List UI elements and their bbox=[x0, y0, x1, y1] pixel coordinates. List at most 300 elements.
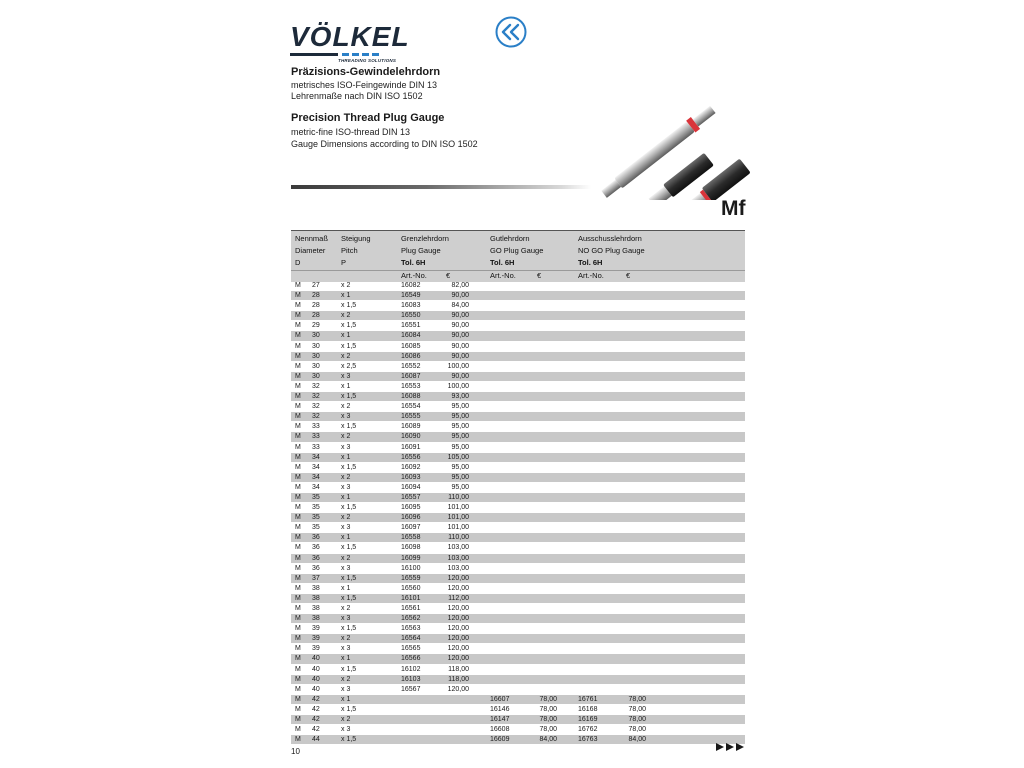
subtitle-de-1: metrisches ISO-Feingewinde DIN 13 bbox=[291, 80, 438, 90]
row-plug-price: 120,00 bbox=[447, 655, 469, 663]
row-prefix: M bbox=[295, 705, 301, 713]
row-diameter: 39 bbox=[312, 625, 320, 633]
row-nogo-artno: 16761 bbox=[578, 695, 598, 703]
row-pitch: x 2 bbox=[341, 716, 351, 724]
row-pitch: x 3 bbox=[341, 726, 351, 734]
table-row bbox=[291, 372, 745, 382]
row-pitch: x 1 bbox=[341, 695, 351, 703]
table-row bbox=[291, 725, 745, 735]
table-row bbox=[291, 574, 745, 584]
row-diameter: 38 bbox=[312, 584, 320, 592]
header-nogo-de: Ausschusslehrdorn bbox=[578, 234, 642, 243]
row-plug-price: 90,00 bbox=[451, 352, 469, 360]
table-row bbox=[291, 311, 745, 321]
row-diameter: 34 bbox=[312, 463, 320, 471]
table-row bbox=[291, 473, 745, 483]
row-prefix: M bbox=[295, 382, 301, 390]
header-go-euro: € bbox=[537, 271, 542, 280]
row-plug-artno: 16101 bbox=[401, 594, 421, 602]
row-plug-artno: 16556 bbox=[401, 453, 421, 461]
row-prefix: M bbox=[295, 393, 301, 401]
row-diameter: 33 bbox=[312, 443, 320, 451]
row-diameter: 30 bbox=[312, 352, 320, 360]
row-plug-artno: 16558 bbox=[401, 534, 421, 542]
row-diameter: 44 bbox=[312, 736, 320, 744]
row-pitch: x 1 bbox=[341, 453, 351, 461]
row-nogo-artno: 16168 bbox=[578, 705, 598, 713]
row-prefix: M bbox=[295, 362, 301, 370]
table-row bbox=[291, 331, 745, 341]
row-plug-artno: 16091 bbox=[401, 443, 421, 451]
row-diameter: 40 bbox=[312, 675, 320, 683]
row-diameter: 40 bbox=[312, 665, 320, 673]
row-nogo-price: 78,00 bbox=[628, 726, 646, 734]
row-plug-artno: 16086 bbox=[401, 352, 421, 360]
logo-underline bbox=[290, 53, 338, 56]
table-row bbox=[291, 513, 745, 523]
row-diameter: 35 bbox=[312, 504, 320, 512]
row-plug-artno: 16103 bbox=[401, 675, 421, 683]
table-row bbox=[291, 493, 745, 503]
row-plug-price: 101,00 bbox=[447, 524, 469, 532]
row-diameter: 36 bbox=[312, 554, 320, 562]
brand-name: VÖLKEL bbox=[290, 21, 410, 52]
table-row bbox=[291, 321, 745, 331]
row-plug-artno: 16551 bbox=[401, 322, 421, 330]
row-prefix: M bbox=[295, 625, 301, 633]
row-diameter: 36 bbox=[312, 564, 320, 572]
row-plug-price: 84,00 bbox=[451, 302, 469, 310]
row-prefix: M bbox=[295, 695, 301, 703]
row-pitch: x 2 bbox=[341, 403, 351, 411]
row-plug-price: 120,00 bbox=[447, 574, 469, 582]
row-pitch: x 1,5 bbox=[341, 705, 357, 713]
brand-tagline: THREADING SOLUTIONS bbox=[338, 58, 397, 63]
row-prefix: M bbox=[295, 322, 301, 330]
subtitle-de-2: Lehrenmaße nach DIN ISO 1502 bbox=[291, 91, 423, 101]
table-row bbox=[291, 352, 745, 362]
row-pitch: x 2 bbox=[341, 605, 351, 612]
row-plug-artno: 16088 bbox=[401, 393, 421, 401]
row-diameter: 27 bbox=[312, 282, 320, 289]
row-plug-artno: 16089 bbox=[401, 423, 421, 431]
row-plug-price: 118,00 bbox=[448, 675, 469, 683]
header-pitch-en: Pitch bbox=[341, 246, 358, 255]
row-pitch: x 1,5 bbox=[341, 302, 357, 310]
plug-gauge-product-image bbox=[582, 100, 752, 200]
row-plug-price: 103,00 bbox=[447, 564, 469, 572]
row-diameter: 30 bbox=[312, 362, 320, 370]
table-row bbox=[291, 533, 745, 543]
row-pitch: x 1,5 bbox=[341, 342, 357, 350]
row-plug-price: 118,00 bbox=[448, 665, 469, 673]
row-pitch: x 3 bbox=[341, 615, 351, 623]
title-de: Präzisions-Gewindelehrdorn bbox=[291, 66, 441, 78]
row-prefix: M bbox=[295, 615, 301, 623]
row-plug-artno: 16090 bbox=[401, 433, 421, 441]
row-nogo-price: 78,00 bbox=[628, 716, 646, 724]
header-nominal-en: Diameter bbox=[295, 246, 326, 255]
row-plug-artno: 16561 bbox=[401, 605, 421, 612]
table-row bbox=[291, 715, 745, 725]
row-diameter: 33 bbox=[312, 433, 320, 441]
row-plug-price: 120,00 bbox=[447, 685, 469, 693]
row-pitch: x 1,5 bbox=[341, 736, 357, 744]
row-pitch: x 2,5 bbox=[341, 362, 357, 370]
row-pitch: x 1 bbox=[341, 332, 351, 340]
row-go-price: 78,00 bbox=[539, 716, 557, 724]
row-prefix: M bbox=[295, 645, 301, 653]
row-pitch: x 1,5 bbox=[341, 574, 357, 582]
row-diameter: 38 bbox=[312, 605, 320, 612]
row-prefix: M bbox=[295, 453, 301, 461]
row-pitch: x 3 bbox=[341, 564, 351, 572]
table-row bbox=[291, 523, 745, 533]
row-plug-artno: 16562 bbox=[401, 615, 421, 623]
table-row bbox=[291, 453, 745, 463]
row-plug-artno: 16083 bbox=[401, 302, 421, 310]
row-prefix: M bbox=[295, 574, 301, 582]
row-pitch: x 1,5 bbox=[341, 625, 357, 633]
row-pitch: x 1,5 bbox=[341, 665, 357, 673]
table-row bbox=[291, 604, 745, 614]
row-diameter: 42 bbox=[312, 695, 320, 703]
row-plug-price: 90,00 bbox=[451, 342, 469, 350]
row-diameter: 29 bbox=[312, 322, 320, 330]
row-prefix: M bbox=[295, 594, 301, 602]
row-pitch: x 1 bbox=[341, 655, 351, 663]
row-prefix: M bbox=[295, 473, 301, 481]
row-pitch: x 1 bbox=[341, 493, 351, 501]
row-diameter: 40 bbox=[312, 655, 320, 663]
row-diameter: 28 bbox=[312, 312, 320, 320]
table-row bbox=[291, 614, 745, 624]
row-prefix: M bbox=[295, 282, 301, 289]
row-prefix: M bbox=[295, 463, 301, 471]
row-go-artno: 16609 bbox=[490, 736, 510, 744]
row-diameter: 38 bbox=[312, 594, 320, 602]
row-pitch: x 2 bbox=[341, 282, 351, 289]
row-plug-price: 120,00 bbox=[447, 605, 469, 612]
row-plug-artno: 16093 bbox=[401, 473, 421, 481]
row-pitch: x 3 bbox=[341, 413, 351, 421]
row-plug-artno: 16099 bbox=[401, 554, 421, 562]
row-plug-artno: 16553 bbox=[401, 382, 421, 390]
row-plug-artno: 16084 bbox=[401, 332, 421, 340]
row-nogo-price: 84,00 bbox=[628, 736, 646, 744]
row-plug-artno: 16085 bbox=[401, 342, 421, 350]
row-diameter: 28 bbox=[312, 292, 320, 300]
table-row bbox=[291, 392, 745, 402]
table-row bbox=[291, 412, 745, 422]
row-plug-artno: 16095 bbox=[401, 504, 421, 512]
row-prefix: M bbox=[295, 554, 301, 562]
table-row bbox=[291, 382, 745, 392]
row-diameter: 30 bbox=[312, 332, 320, 340]
row-plug-price: 120,00 bbox=[447, 635, 469, 643]
row-plug-price: 101,00 bbox=[447, 514, 469, 522]
row-pitch: x 2 bbox=[341, 433, 351, 441]
row-plug-price: 103,00 bbox=[447, 544, 469, 552]
row-pitch: x 3 bbox=[341, 645, 351, 653]
table-row bbox=[291, 291, 745, 301]
row-prefix: M bbox=[295, 524, 301, 532]
row-pitch: x 2 bbox=[341, 312, 351, 320]
row-plug-artno: 16563 bbox=[401, 625, 421, 633]
header-go-en: GO Plug Gauge bbox=[490, 246, 544, 255]
row-pitch: x 1,5 bbox=[341, 423, 357, 431]
row-pitch: x 3 bbox=[341, 685, 351, 693]
row-plug-artno: 16094 bbox=[401, 483, 421, 491]
header-plug-artno: Art.-No. bbox=[401, 271, 427, 280]
row-prefix: M bbox=[295, 514, 301, 522]
row-go-artno: 16146 bbox=[490, 705, 510, 713]
row-plug-artno: 16555 bbox=[401, 413, 421, 421]
row-diameter: 42 bbox=[312, 716, 320, 724]
header-go-artno: Art.-No. bbox=[490, 271, 516, 280]
row-prefix: M bbox=[295, 716, 301, 724]
row-prefix: M bbox=[295, 726, 301, 734]
row-pitch: x 3 bbox=[341, 372, 351, 380]
subtitle-en-1: metric-fine ISO-thread DIN 13 bbox=[291, 127, 411, 137]
row-plug-artno: 16087 bbox=[401, 372, 421, 380]
row-go-artno: 16608 bbox=[490, 726, 510, 734]
row-diameter: 35 bbox=[312, 524, 320, 532]
row-pitch: x 1 bbox=[341, 292, 351, 300]
row-plug-artno: 16549 bbox=[401, 292, 421, 300]
row-pitch: x 3 bbox=[341, 443, 351, 451]
row-plug-price: 103,00 bbox=[447, 554, 469, 562]
row-plug-price: 110,00 bbox=[448, 534, 469, 542]
row-nogo-artno: 16762 bbox=[578, 726, 598, 734]
row-plug-artno: 16564 bbox=[401, 635, 421, 643]
row-pitch: x 3 bbox=[341, 524, 351, 532]
row-go-price: 78,00 bbox=[539, 726, 557, 734]
row-plug-artno: 16100 bbox=[401, 564, 421, 572]
row-plug-price: 95,00 bbox=[451, 433, 469, 441]
row-plug-artno: 16552 bbox=[401, 362, 421, 370]
row-pitch: x 2 bbox=[341, 473, 351, 481]
row-plug-price: 120,00 bbox=[447, 584, 469, 592]
row-prefix: M bbox=[295, 483, 301, 491]
row-pitch: x 1 bbox=[341, 534, 351, 542]
row-prefix: M bbox=[295, 635, 301, 643]
row-plug-price: 90,00 bbox=[451, 312, 469, 320]
row-pitch: x 1,5 bbox=[341, 463, 357, 471]
header-nogo-artno: Art.-No. bbox=[578, 271, 604, 280]
row-diameter: 33 bbox=[312, 423, 320, 431]
row-diameter: 36 bbox=[312, 544, 320, 552]
double-chevron-left-icon bbox=[494, 15, 528, 49]
row-pitch: x 3 bbox=[341, 483, 351, 491]
table-row bbox=[291, 483, 745, 493]
row-plug-price: 90,00 bbox=[451, 372, 469, 380]
table-row bbox=[291, 362, 745, 372]
row-go-price: 84,00 bbox=[539, 736, 557, 744]
row-plug-price: 95,00 bbox=[451, 403, 469, 411]
row-plug-price: 112,00 bbox=[448, 594, 469, 602]
table-row bbox=[291, 432, 745, 442]
row-prefix: M bbox=[295, 403, 301, 411]
table-row bbox=[291, 685, 745, 695]
table-row bbox=[291, 695, 745, 705]
table-row bbox=[291, 594, 745, 604]
row-prefix: M bbox=[295, 413, 301, 421]
logo-dots bbox=[342, 53, 379, 56]
row-prefix: M bbox=[295, 433, 301, 441]
row-pitch: x 1,5 bbox=[341, 322, 357, 330]
row-prefix: M bbox=[295, 685, 301, 693]
row-nogo-artno: 16763 bbox=[578, 736, 598, 744]
table-row bbox=[291, 443, 745, 453]
row-diameter: 32 bbox=[312, 413, 320, 421]
row-plug-price: 90,00 bbox=[451, 322, 469, 330]
header-nogo-en: NO GO Plug Gauge bbox=[578, 246, 645, 255]
row-prefix: M bbox=[295, 584, 301, 592]
table-row bbox=[291, 342, 745, 352]
row-prefix: M bbox=[295, 493, 301, 501]
row-prefix: M bbox=[295, 544, 301, 552]
row-pitch: x 1,5 bbox=[341, 393, 357, 401]
row-prefix: M bbox=[295, 655, 301, 663]
row-plug-price: 90,00 bbox=[451, 332, 469, 340]
row-diameter: 30 bbox=[312, 342, 320, 350]
row-prefix: M bbox=[295, 665, 301, 673]
table-row bbox=[291, 624, 745, 634]
row-plug-artno: 16096 bbox=[401, 514, 421, 522]
row-diameter: 40 bbox=[312, 685, 320, 693]
row-plug-artno: 16102 bbox=[401, 665, 421, 673]
row-diameter: 34 bbox=[312, 453, 320, 461]
row-pitch: x 1,5 bbox=[341, 504, 357, 512]
row-diameter: 38 bbox=[312, 615, 320, 623]
row-prefix: M bbox=[295, 736, 301, 744]
row-pitch: x 1,5 bbox=[341, 594, 357, 602]
table-row bbox=[291, 705, 745, 715]
row-diameter: 32 bbox=[312, 382, 320, 390]
header-plug-en: Plug Gauge bbox=[401, 246, 441, 255]
row-diameter: 32 bbox=[312, 403, 320, 411]
table-row bbox=[291, 665, 745, 675]
row-plug-price: 120,00 bbox=[447, 615, 469, 623]
table-row bbox=[291, 735, 745, 745]
row-plug-artno: 16565 bbox=[401, 645, 421, 653]
row-plug-artno: 16567 bbox=[401, 685, 421, 693]
row-diameter: 42 bbox=[312, 726, 320, 734]
row-prefix: M bbox=[295, 675, 301, 683]
row-diameter: 36 bbox=[312, 534, 320, 542]
row-diameter: 30 bbox=[312, 372, 320, 380]
row-prefix: M bbox=[295, 372, 301, 380]
next-page-button[interactable] bbox=[716, 743, 746, 751]
row-plug-artno: 16082 bbox=[401, 282, 421, 289]
row-prefix: M bbox=[295, 312, 301, 320]
header-go-tol: Tol. 6H bbox=[490, 258, 515, 267]
table-row bbox=[291, 503, 745, 513]
header-divider bbox=[291, 270, 745, 271]
row-plug-price: 95,00 bbox=[451, 443, 469, 451]
row-plug-artno: 16560 bbox=[401, 584, 421, 592]
header-plug-euro: € bbox=[446, 271, 451, 280]
row-plug-price: 95,00 bbox=[451, 413, 469, 421]
back-button[interactable] bbox=[494, 15, 528, 49]
row-plug-artno: 16550 bbox=[401, 312, 421, 320]
row-diameter: 34 bbox=[312, 483, 320, 491]
row-go-price: 78,00 bbox=[539, 695, 557, 703]
row-plug-artno: 16097 bbox=[401, 524, 421, 532]
row-plug-artno: 16566 bbox=[401, 655, 421, 663]
row-plug-price: 100,00 bbox=[447, 382, 469, 390]
table-header bbox=[291, 230, 745, 282]
row-diameter: 34 bbox=[312, 473, 320, 481]
row-plug-price: 95,00 bbox=[451, 423, 469, 431]
table-row bbox=[291, 463, 745, 473]
table-row bbox=[291, 564, 745, 574]
row-plug-artno: 16557 bbox=[401, 493, 421, 501]
header-nogo-tol: Tol. 6H bbox=[578, 258, 603, 267]
table-row bbox=[291, 301, 745, 311]
row-diameter: 35 bbox=[312, 493, 320, 501]
page-number: 10 bbox=[291, 747, 300, 756]
row-prefix: M bbox=[295, 342, 301, 350]
header-nominal-de: Nennmaß bbox=[295, 234, 328, 243]
row-diameter: 28 bbox=[312, 302, 320, 310]
table-row bbox=[291, 422, 745, 432]
row-pitch: x 2 bbox=[341, 635, 351, 643]
table-row bbox=[291, 281, 745, 291]
header-plug-tol: Tol. 6H bbox=[401, 258, 426, 267]
row-prefix: M bbox=[295, 423, 301, 431]
header-rule bbox=[291, 185, 591, 189]
header-plug-de: Grenzlehrdorn bbox=[401, 234, 449, 243]
row-prefix: M bbox=[295, 332, 301, 340]
header-nominal-symbol: D bbox=[295, 258, 301, 267]
row-plug-artno: 16092 bbox=[401, 463, 421, 471]
row-plug-price: 93,00 bbox=[451, 393, 469, 401]
row-diameter: 39 bbox=[312, 635, 320, 643]
table-row bbox=[291, 543, 745, 553]
header-pitch-de: Steigung bbox=[341, 234, 371, 243]
table-row bbox=[291, 402, 745, 412]
row-plug-price: 95,00 bbox=[451, 463, 469, 471]
row-pitch: x 1,5 bbox=[341, 544, 357, 552]
row-nogo-artno: 16169 bbox=[578, 716, 598, 724]
row-plug-price: 100,00 bbox=[447, 362, 469, 370]
row-plug-artno: 16098 bbox=[401, 544, 421, 552]
subtitle-en-2: Gauge Dimensions according to DIN ISO 1502 bbox=[291, 139, 478, 149]
row-pitch: x 2 bbox=[341, 352, 351, 360]
table-row bbox=[291, 634, 745, 644]
table-row bbox=[291, 654, 745, 664]
row-diameter: 37 bbox=[312, 574, 320, 582]
row-go-artno: 16147 bbox=[490, 716, 510, 724]
row-go-artno: 16607 bbox=[490, 695, 510, 703]
row-pitch: x 2 bbox=[341, 514, 351, 522]
row-diameter: 39 bbox=[312, 645, 320, 653]
row-plug-price: 101,00 bbox=[447, 504, 469, 512]
series-code: Mf bbox=[721, 197, 746, 220]
table-row bbox=[291, 584, 745, 594]
table-body bbox=[291, 281, 745, 745]
row-plug-artno: 16554 bbox=[401, 403, 421, 411]
row-plug-price: 82,00 bbox=[451, 282, 469, 289]
row-prefix: M bbox=[295, 504, 301, 512]
row-diameter: 42 bbox=[312, 705, 320, 713]
brand-logo bbox=[290, 21, 410, 63]
row-prefix: M bbox=[295, 443, 301, 451]
row-pitch: x 1 bbox=[341, 382, 351, 390]
row-go-price: 78,00 bbox=[539, 705, 557, 713]
